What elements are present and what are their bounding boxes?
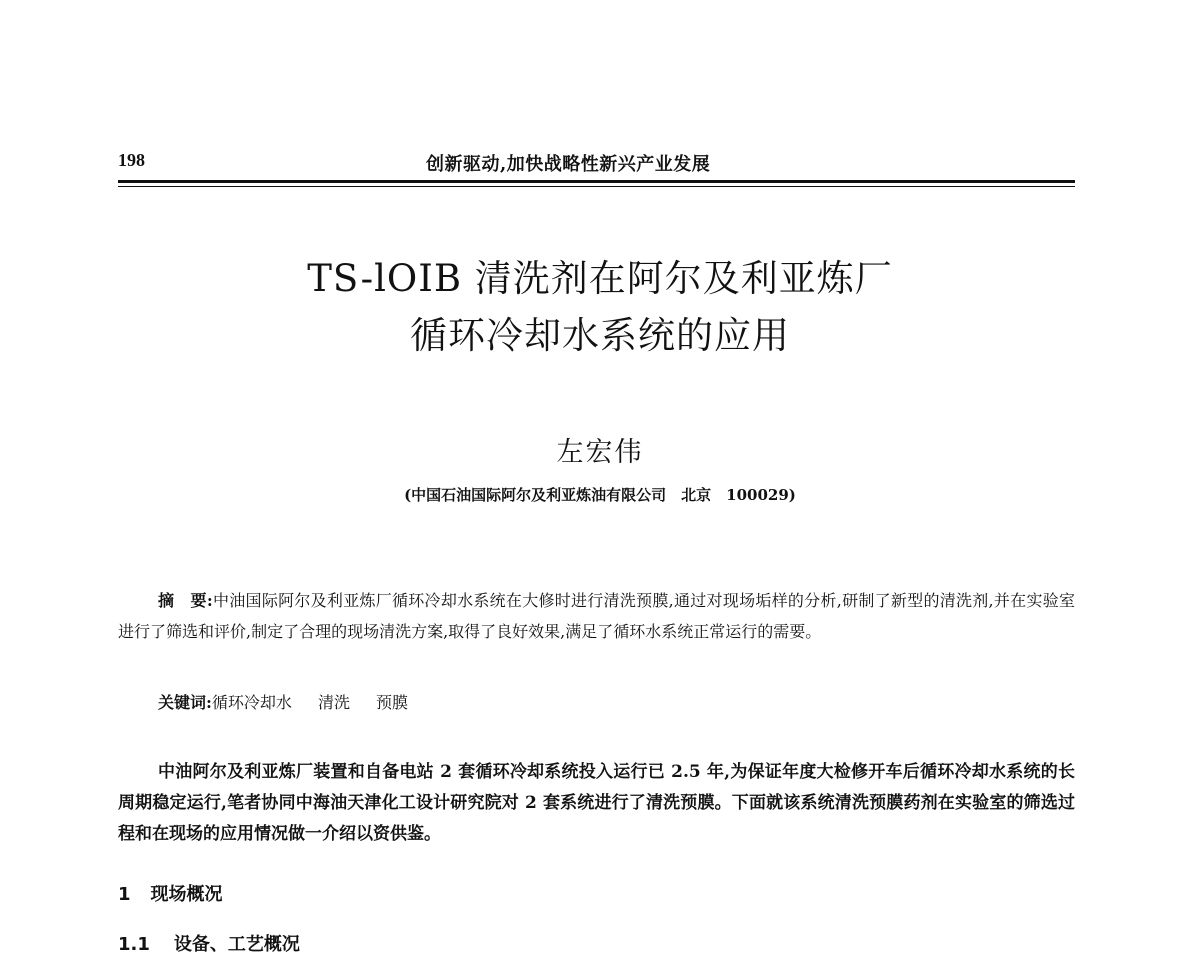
- keyword-term: 循环冷却水: [211, 693, 292, 712]
- keyword-term: 预膜: [375, 693, 408, 712]
- section-number: 1: [118, 884, 131, 905]
- abstract: [118, 585, 1075, 647]
- header-rule-thin: [118, 186, 1075, 187]
- running-head-title: 创新驱动,加快战略性新兴产业发展: [426, 154, 711, 175]
- abstract-label: 摘 要:: [158, 591, 213, 610]
- title-line-2: 循环冷却水系统的应用: [410, 314, 790, 357]
- page-number: 198: [118, 150, 145, 170]
- header-rule-thick: [118, 180, 1075, 183]
- subsection-heading: [118, 930, 300, 956]
- subsection-number: 1.1: [118, 934, 150, 955]
- keyword-term: 清洗: [317, 693, 350, 712]
- running-header: [118, 150, 1075, 178]
- author-name: 左宏伟: [556, 437, 644, 468]
- author-affiliation: (中国石油国际阿尔及利亚炼油有限公司 北京 100029): [404, 486, 796, 504]
- paper-title: [0, 250, 1200, 364]
- intro-paragraph: 中油阿尔及利亚炼厂装置和自备电站 2 套循环冷却系统投入运行已 2.5 年,为保证年度大检修开车后循环冷却水系统的长周期稳定运行,笔者协同中海油天津化工设计研究院对 2 套系统进行了清洗预膜。下面就该系统清洗预膜药剂在实验室的筛选过程和在现场的应用情况做一介绍以资供鉴。: [118, 762, 1075, 844]
- section-title: 现场概况: [150, 884, 223, 905]
- keywords: [158, 690, 434, 713]
- section-heading: [118, 880, 223, 906]
- subsection-title: 设备、工艺概况: [173, 934, 300, 955]
- title-line-1: TS-lOIB 清洗剂在阿尔及利亚炼厂: [307, 257, 893, 300]
- abstract-text: 中油国际阿尔及利亚炼厂循环冷却水系统在大修时进行清洗预膜,通过对现场垢样的分析,研制了新型的清洗剂,并在实验室进行了筛选和评价,制定了合理的现场清洗方案,取得了良好效果,满足了循环水系统正常运行的需要。: [118, 591, 1075, 641]
- keywords-label: 关键词:: [158, 693, 212, 712]
